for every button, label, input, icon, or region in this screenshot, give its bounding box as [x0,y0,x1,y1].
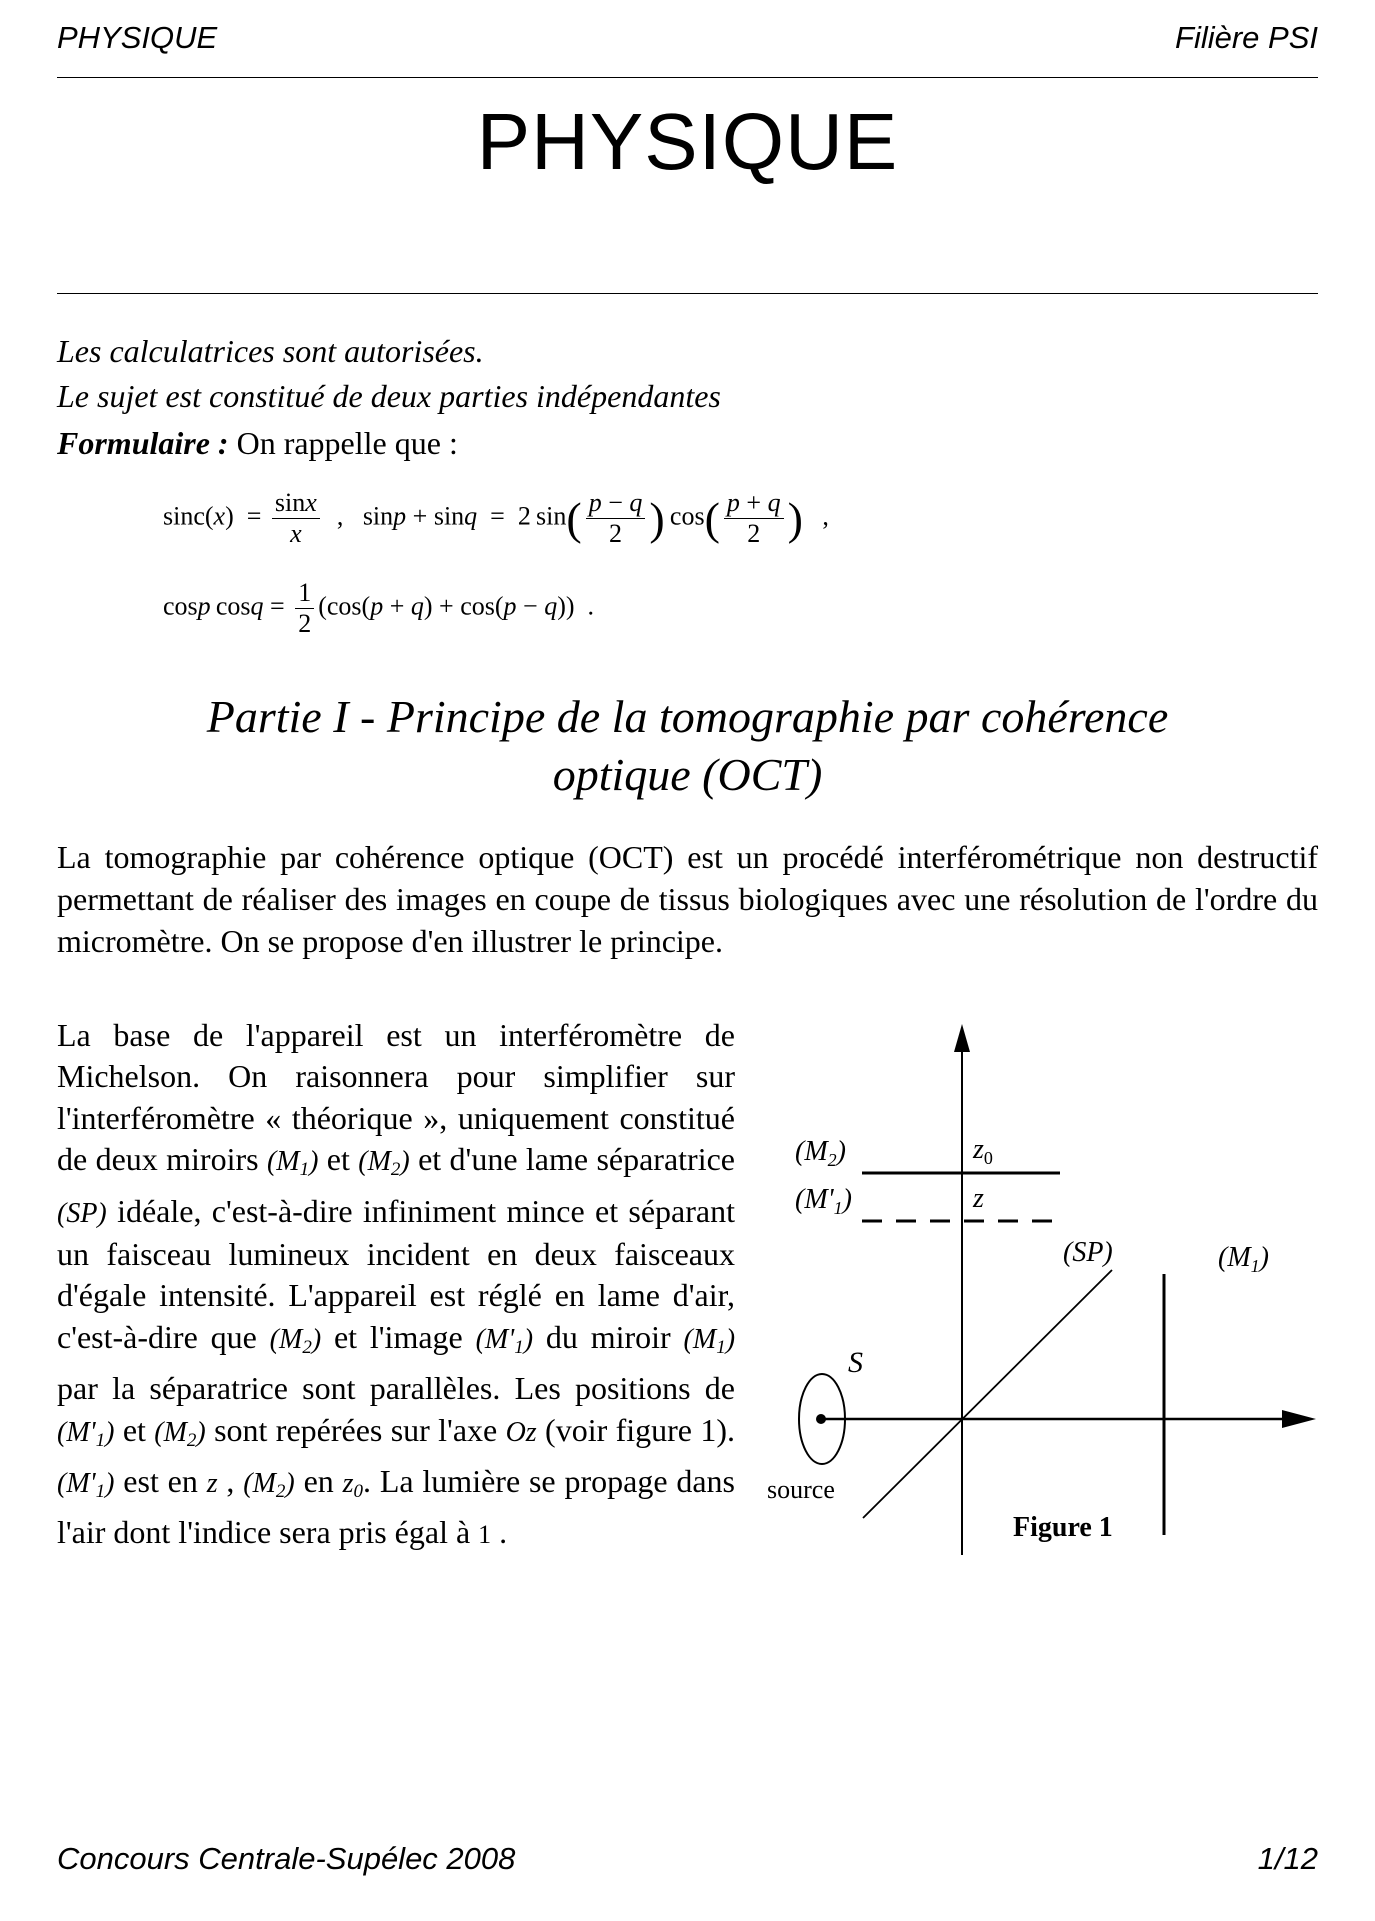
figure-caption: Figure 1 [1013,1512,1113,1543]
label-z: z [973,1183,984,1214]
vertical-axis-arrow [954,1024,970,1052]
label-m1: $(M_1)$ [1218,1242,1269,1276]
page-title: PHYSIQUE [476,97,899,186]
header-rule [57,77,1318,78]
label-z0: $z_0$ [973,1134,993,1168]
header-track: Filière PSI [1175,20,1318,55]
title-rule [57,293,1318,294]
label-m2: $(M_2)$ [795,1136,846,1170]
label-m1-prime: $(M'_1)$ [795,1184,852,1218]
label-s: S [848,1346,863,1379]
formula-line-1: sinc(x) = $\frac{\sin x}{x}$ , sinp + sinq = 2 sin( $\frac{p - q}{2}$ ) cos( $\frac{p + q}{2}$ ) , [163,488,829,548]
footer-page-number: 1/12 [1257,1841,1318,1876]
part-title-line-2: optique (OCT) [552,749,823,800]
source-point [816,1414,826,1424]
paragraph-intro: La tomographie par cohérence optique (OCT) est un procédé interférométrique non destructif permettant de réaliser des images en coupe de tissus biologiques avec une résolution de l'ordre du micromètre. On se propose d'en illustrer le principe. [57,839,1318,959]
formula-heading [57,425,458,462]
footer-exam: Concours Centrale-Supélec 2008 [57,1841,516,1876]
horizontal-beam-arrow [1282,1410,1316,1428]
formula-label: Formulaire : [57,425,229,461]
label-sp: (SP) [1063,1237,1113,1268]
label-source: source [767,1475,835,1504]
part-title [57,688,1318,804]
formula-intro-text: On rappelle que : [236,425,458,461]
intro-line-2: Le sujet est constitué de deux parties indépendantes [57,378,721,414]
formula-line-2: cosp cosq = $\frac{1}{2}$ (cos(p + q) + cos(p − q)) . [163,578,595,638]
header-subject: PHYSIQUE [57,20,218,55]
beam-splitter [863,1270,1112,1518]
part-title-line-1: Partie I - Principe de la tomographie par cohérence [206,691,1169,742]
paragraph-michelson: La base de l'appareil est un interféromètre de Michelson. On raisonnera pour simplifier sur l'interféromètre « théorique », uniquement constitué de deux miroirs $(M_1)$ et $(M_2)$ et d'une lame séparatrice (SP) idéale, c'est-à-dire infiniment mince et séparant un faisceau lumineux incident en deux faisceaux d'égale intensité. L'appareil est réglé en lame d'air, c'est-à-dire que $(M_2)$ et l'image $(M'_1)$ du miroir $(M_1)$ par la séparatrice sont parallèles. Les positions de $(M'_1)$ et $(M_2)$ sont repérées sur l'axe Oz (voir figure 1). $(M'_1)$ est en z , $(M_2)$ en $z_0$. La lumière se propage dans l'air dont l'indice sera pris égal à 1 . [57,1017,736,1551]
intro-line-1: Les calculatrices sont autorisées. [57,333,484,369]
michelson-figure [740,1010,1340,1570]
